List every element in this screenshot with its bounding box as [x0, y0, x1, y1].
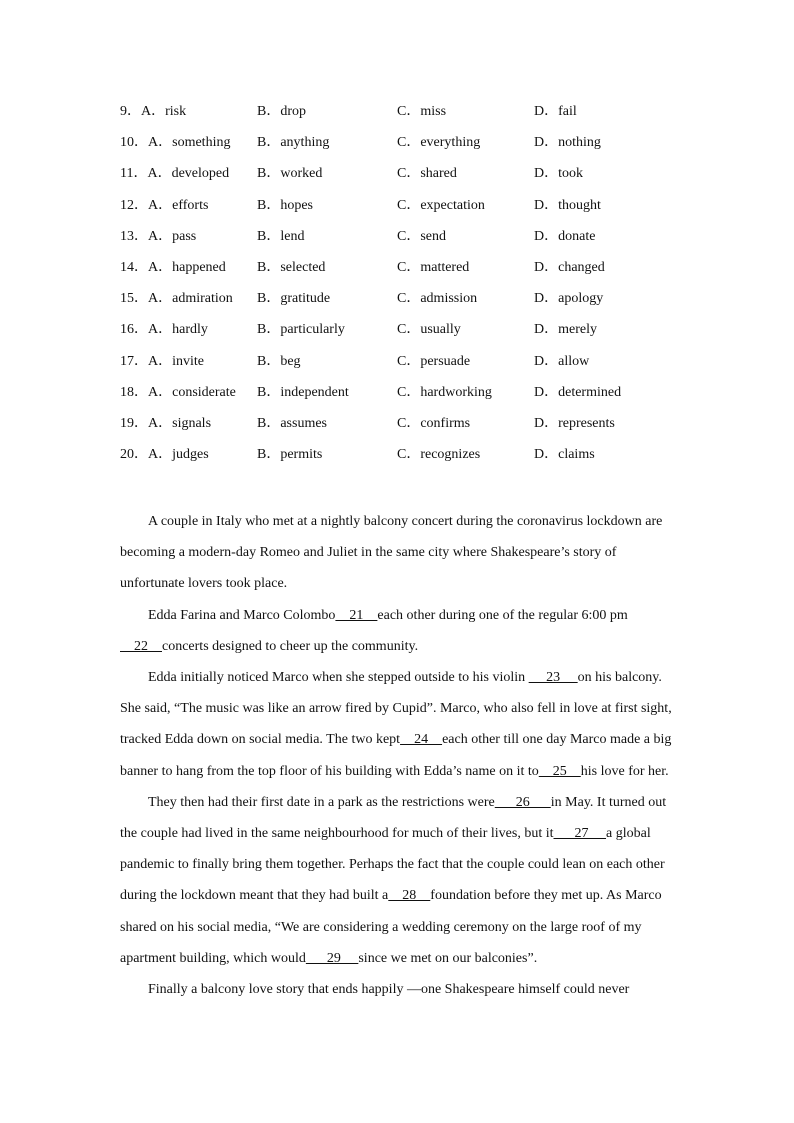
option-a	[120, 101, 186, 123]
option-a-text: pass	[172, 228, 197, 244]
blank-24: 24	[400, 732, 443, 748]
option-row	[120, 319, 680, 350]
question-number: 18．A．	[120, 384, 173, 400]
option-d: D．apology	[534, 291, 604, 307]
blank-21: 21	[335, 607, 378, 623]
option-b: B．selected	[257, 259, 326, 275]
question-number: 10．A．	[120, 135, 173, 151]
option-a-text: hardly	[172, 322, 208, 338]
question-number: 17．A．	[120, 353, 173, 369]
option-b: B．assumes	[257, 415, 327, 431]
option-a-text: risk	[165, 104, 187, 119]
paragraph-5	[120, 974, 676, 1005]
option-row	[120, 413, 680, 444]
paragraph-3-text-a: Edda initially noticed Marco when she stepped outside to his violin	[148, 670, 529, 686]
option-b: B．gratitude	[257, 291, 331, 307]
option-row	[120, 288, 680, 319]
paragraph-4-text-e: since we met on our balconies”.	[358, 950, 538, 966]
blank-25: 25	[538, 763, 581, 779]
question-number: 15．A．	[120, 291, 173, 307]
paragraph-4-text-a: They then had their first date in a park as the restrictions were	[148, 794, 495, 810]
option-d: D．allow	[534, 353, 590, 369]
blank-22: 22	[120, 638, 162, 654]
option-c: C．miss	[397, 104, 447, 119]
option-c: C．hardworking	[397, 384, 492, 400]
option-a	[120, 351, 204, 373]
question-number: 13．A．	[120, 228, 173, 244]
option-d: D．fail	[534, 104, 577, 119]
option-a-text: signals	[172, 415, 212, 431]
option-row	[120, 257, 680, 288]
option-d: D．donate	[534, 228, 596, 244]
option-b: B．particularly	[257, 322, 345, 338]
option-a-text: happened	[172, 259, 226, 275]
option-a	[120, 413, 211, 435]
option-a-text: efforts	[172, 197, 209, 213]
option-c: C．admission	[397, 291, 478, 307]
option-d: D．thought	[534, 197, 601, 213]
option-a-text: developed	[171, 166, 230, 182]
option-a-text: invite	[172, 353, 205, 369]
blank-23: 23	[528, 670, 578, 686]
option-d: D．claims	[534, 447, 595, 463]
option-row	[120, 163, 680, 194]
paragraph-4-text-b: in May. It turned out the couple had lived in the same neighbourhood for much of their lives, but it	[120, 794, 667, 842]
option-d: D．changed	[534, 259, 605, 275]
question-number: 14．A．	[120, 259, 173, 275]
option-a-text: considerate	[172, 384, 236, 400]
option-b: B．hopes	[257, 197, 313, 213]
answer-options	[120, 101, 680, 475]
option-a	[120, 132, 230, 154]
question-number: 16．A．	[120, 322, 173, 338]
option-row	[120, 351, 680, 382]
option-b: B．permits	[257, 447, 323, 463]
option-a	[120, 257, 226, 279]
option-a-text: judges	[172, 447, 209, 463]
option-b: B．anything	[257, 135, 330, 151]
option-row	[120, 195, 680, 226]
option-c: C．shared	[397, 166, 457, 182]
option-d: D．took	[534, 166, 583, 182]
paragraph-3	[120, 662, 676, 787]
option-a	[120, 319, 208, 341]
blank-29: 29	[305, 950, 359, 966]
paragraph-4	[120, 787, 676, 974]
option-a-text: admiration	[172, 291, 233, 307]
paragraph-4-text-c: a global pandemic to finally bring them together. Perhaps the fact that the couple could lean on each other during the lockdown meant that they had built a	[120, 826, 665, 904]
paragraph-2	[120, 600, 676, 662]
option-row	[120, 132, 680, 163]
paragraph-3-text-b: on his balcony. She said, “The music was like an arrow fired by Cupid”. Marco, who also fell in love at first sight, tracked Edda down on social media. The two kept	[120, 670, 672, 748]
option-a	[120, 226, 196, 248]
option-a	[120, 444, 209, 466]
option-a	[120, 163, 229, 185]
option-c: C．mattered	[397, 259, 470, 275]
blank-26: 26	[494, 794, 551, 810]
option-b: B．independent	[257, 384, 349, 400]
option-c: C．usually	[397, 322, 461, 338]
option-d: D．nothing	[534, 135, 601, 151]
option-b: B．worked	[257, 166, 323, 182]
option-c: C．confirms	[397, 415, 471, 431]
option-d: D．represents	[534, 415, 615, 431]
paragraph-5-text: Finally a balcony love story that ends happily —one Shakespeare himself could never	[148, 982, 630, 998]
question-number: 11．A．	[120, 166, 172, 182]
option-row	[120, 382, 680, 413]
question-number: 19．A．	[120, 415, 173, 431]
option-row	[120, 101, 680, 132]
option-b: B．beg	[257, 353, 301, 369]
paragraph-2-text-b: each other during one of the regular 6:00 pm	[377, 607, 628, 623]
option-row	[120, 226, 680, 257]
option-c: C．recognizes	[397, 447, 481, 463]
option-a	[120, 382, 236, 404]
option-d: D．merely	[534, 322, 597, 338]
option-c: C．send	[397, 228, 446, 244]
option-d: D．determined	[534, 384, 622, 400]
paragraph-3-text-c: each other till one day Marco made a big banner to hang from the top floor of his building with Edda’s name on it to	[120, 732, 672, 779]
paragraph-3-text-d: his love for her.	[580, 763, 669, 779]
question-number: 20．A．	[120, 447, 173, 463]
option-c: C．everything	[397, 135, 481, 151]
paragraph-1-text: A couple in Italy who met at a nightly balcony concert during the coronavirus lockdown are becoming a modern-day Romeo and Juliet in the same city where Shakespeare’s story of unfortunate lovers took place.	[120, 514, 663, 592]
option-a-text: something	[172, 135, 231, 151]
blank-27: 27	[553, 826, 607, 842]
question-number: 12．A．	[120, 197, 173, 213]
option-a	[120, 288, 233, 310]
option-c: C．persuade	[397, 353, 471, 369]
blank-28: 28	[388, 888, 431, 904]
option-b: B．lend	[257, 228, 305, 244]
option-b: B．drop	[257, 104, 306, 119]
reading-passage	[120, 506, 676, 1005]
option-a	[120, 195, 208, 217]
option-c: C．expectation	[397, 197, 485, 213]
paragraph-1	[120, 506, 676, 600]
paragraph-2-text-a: Edda Farina and Marco Colombo	[148, 607, 336, 623]
question-number: 9．A．	[120, 104, 166, 119]
paragraph-2-text-c: concerts designed to cheer up the community.	[162, 638, 419, 654]
paragraph-4-text-d: foundation before they met up. As Marco shared on his social media, “We are considering a wedding ceremony on the large roof of my apartment building, which would	[120, 888, 662, 966]
option-row	[120, 444, 680, 475]
